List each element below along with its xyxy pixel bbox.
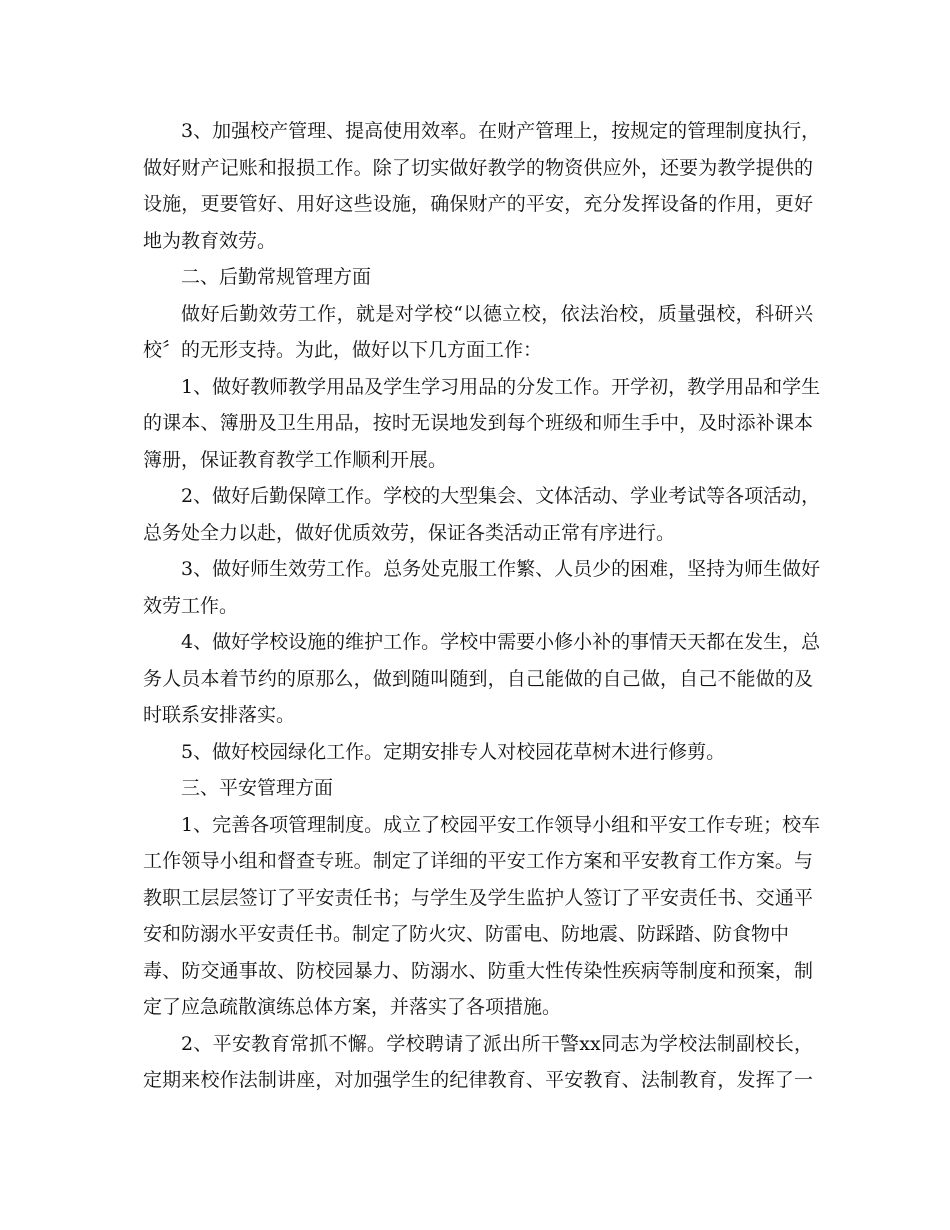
paragraph-line: 2、做好后勤保障工作。学校的大型集会、文体活动、学业考试等各项活动， (181, 485, 821, 507)
paragraph-line: 时联系安排落实。 (143, 704, 296, 726)
section-heading: 三、平安管理方面 (181, 777, 334, 799)
paragraph-line: 簿册，保证教育教学工作顺利开展。 (143, 448, 448, 471)
paragraph-line: 4、做好学校设施的维护工作。学校中需要小修小补的事情天天都在发生，总 (181, 631, 821, 653)
paragraph-line: 3、加强校产管理、提高使用效率。在财产管理上，按规定的管理制度执行， (181, 120, 821, 142)
paragraph-line: 定期来校作法制讲座，对加强学生的纪律教育、平安教育、法制教育，发挥了一 (143, 1069, 813, 1091)
paragraph-line: 1、完善各项管理制度。成立了校园平安工作领导小组和平安工作专班；校车 (181, 813, 821, 836)
paragraph-line: 安和防溺水平安责任书。制定了防火灾、防雷电、防地震、防踩踏、防食物中 (143, 923, 790, 945)
paragraph-line: 教职工层层签订了平安责任书；与学生及学生监护人签订了平安责任书、交通平 (143, 886, 813, 909)
paragraph-line: 做好后勤效劳工作，就是对学校“以德立校，依法治校，质量强校，科研兴 (181, 302, 813, 325)
paragraph-line: 总务处全力以赴，做好优质效劳，保证各类活动正常有序进行。 (143, 521, 676, 544)
paragraph-line: 5、做好校园绿化工作。定期安排专人对校园花草树木进行修剪。 (181, 740, 726, 763)
paragraph-line: 3、做好师生效劳工作。总务处克服工作繁、人员少的困难，坚持为师生做好 (181, 558, 821, 580)
paragraph-line: 做好财产记账和报损工作。除了切实做好教学的物资供应外，还要为教学提供的 (143, 156, 813, 179)
section-heading: 二、后勤常规管理方面 (181, 266, 372, 288)
paragraph-line: 设施，更要管好、用好这些设施，确保财产的平安，充分发挥设备的作用，更好 (143, 193, 813, 215)
paragraph-line: 2、平安教育常抓不懈。学校聘请了派出所干警xx同志为学校法制副校长， (181, 1032, 813, 1055)
paragraph-line: 的课本、簿册及卫生用品，按时无误地发到每个班级和师生手中，及时添补课本 (143, 412, 813, 434)
paragraph-line: 效劳工作。 (143, 594, 239, 617)
paragraph-line: 校〞的无形支持。为此，做好以下几方面工作： (143, 339, 543, 361)
paragraph-line: 定了应急疏散演练总体方案，并落实了各项措施。 (143, 996, 562, 1018)
paragraph-line: 工作领导小组和督查专班。制定了详细的平安工作方案和平安教育工作方案。与 (143, 850, 813, 872)
paragraph-line: 地为教育效劳。 (143, 229, 277, 252)
document-body (143, 113, 821, 1099)
paragraph-line: 务人员本着节约的原那么，做到随叫随到，自己能做的自己做，自己不能做的及 (143, 667, 813, 690)
paragraph-line: 毒、防交通事故、防校园暴力、防溺水、防重大性传染性疾病等制度和预案，制 (143, 959, 813, 982)
paragraph-line: 1、做好教师教学用品及学生学习用品的分发工作。开学初，教学用品和学生 (181, 375, 821, 398)
